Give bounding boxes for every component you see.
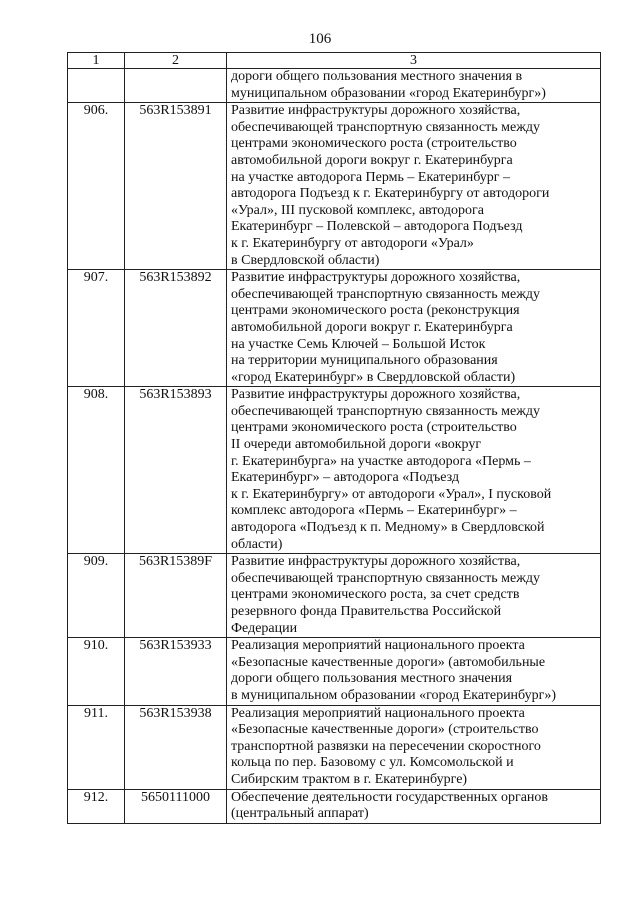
description-line: Развитие инфраструктуры дорожного хозяйства,: [231, 387, 521, 403]
description-line: автомобильной дороги вокруг г. Екатеринбурга: [231, 319, 513, 335]
description-line: обеспечивающей транспортную связанность между: [231, 570, 541, 586]
description-line: муниципальном образовании «город Екатеринбург»): [231, 85, 546, 101]
description-line: Реализация мероприятий национального проекта: [231, 705, 525, 721]
table-body: [68, 69, 601, 824]
description-line: Сибирским трактом в г. Екатеринбурге): [231, 771, 468, 787]
article-description: [227, 638, 601, 705]
article-description: [227, 103, 601, 270]
page-number: 106: [308, 31, 332, 47]
target-article-code: 563R153933: [125, 638, 227, 705]
description-line: Развитие инфраструктуры дорожного хозяйства,: [231, 270, 521, 286]
description-line: автодорога «Подъезд к п. Медному» в Свердловской: [231, 520, 545, 536]
table-row: [68, 103, 601, 270]
row-number: 908.: [68, 387, 125, 554]
target-article-code: 5650111000: [125, 789, 227, 823]
description-line: дороги общего пользования местного значения в: [231, 69, 523, 84]
table-header-row: [68, 53, 601, 69]
description-line: в муниципальном образовании «город Екатеринбург»): [231, 687, 557, 703]
target-article-code: 563R153893: [125, 387, 227, 554]
table-row: [68, 69, 601, 103]
row-number: 912.: [68, 789, 125, 823]
column-header-2: 2: [125, 53, 227, 69]
description-line: обеспечивающей транспортную связанность между: [231, 119, 541, 135]
description-line: «город Екатеринбург» в Свердловской области): [231, 369, 516, 385]
column-header-3: 3: [227, 53, 601, 69]
description-line: центрами экономического роста (строительство: [231, 420, 517, 436]
article-description: [227, 789, 601, 823]
description-line: на территории муниципального образования: [231, 353, 498, 369]
description-line: «Безопасные качественные дороги» (автомобильные: [231, 654, 546, 670]
target-article-code: 563R15389F: [125, 554, 227, 638]
target-article-code: 563R153891: [125, 103, 227, 270]
description-line: обеспечивающей транспортную связанность между: [231, 286, 541, 302]
row-number: [68, 69, 125, 103]
description-line: в Свердловской области): [231, 252, 380, 268]
description-line: на участке Семь Ключей – Большой Исток: [231, 336, 486, 352]
article-description: [227, 705, 601, 789]
description-line: центрами экономического роста, за счет средств: [231, 587, 520, 603]
table-row: [68, 789, 601, 823]
row-number: 910.: [68, 638, 125, 705]
row-number: 911.: [68, 705, 125, 789]
row-number: 906.: [68, 103, 125, 270]
description-line: Развитие инфраструктуры дорожного хозяйства,: [231, 103, 521, 119]
article-description: [227, 69, 601, 103]
row-number: 909.: [68, 554, 125, 638]
description-line: на участке автодорога Пермь – Екатеринбург –: [231, 169, 511, 185]
description-line: области): [231, 536, 283, 552]
budget-table: [67, 52, 601, 824]
description-line: дороги общего пользования местного значения: [231, 671, 513, 687]
description-line: транспортной развязки на пересечении скоростного: [231, 738, 541, 754]
description-line: Реализация мероприятий национального проекта: [231, 638, 525, 654]
description-line: «Урал», III пусковой комплекс, автодорога: [231, 202, 484, 218]
description-line: Федерации: [231, 620, 298, 636]
description-line: Развитие инфраструктуры дорожного хозяйства,: [231, 554, 521, 570]
target-article-code: [125, 69, 227, 103]
target-article-code: 563R153938: [125, 705, 227, 789]
article-description: [227, 387, 601, 554]
description-line: автомобильной дороги вокруг г. Екатеринбурга: [231, 152, 513, 168]
article-description: [227, 270, 601, 387]
column-header-1: 1: [68, 53, 125, 69]
table-row: [68, 554, 601, 638]
description-line: кольца по пер. Базовому с ул. Комсомольской и: [231, 755, 514, 771]
target-article-code: 563R153892: [125, 270, 227, 387]
description-line: автодорога Подъезд к г. Екатеринбургу от автодороги: [231, 186, 550, 202]
description-line: г. Екатеринбурга» на участке автодорога «Пермь –: [231, 453, 531, 469]
table-row: [68, 387, 601, 554]
description-line: «Безопасные качественные дороги» (строительство: [231, 722, 539, 738]
description-line: комплекс автодорога «Пермь – Екатеринбург» –: [231, 503, 517, 519]
description-line: к г. Екатеринбургу от автодороги «Урал»: [231, 235, 474, 251]
description-line: Екатеринбург» – автодорога «Подъезд: [231, 470, 460, 486]
description-line: центрами экономического роста (строительство: [231, 136, 517, 152]
description-line: центрами экономического роста (реконструкция: [231, 303, 520, 319]
description-line: (центральный аппарат): [231, 806, 369, 822]
description-line: Екатеринбург – Полевской – автодорога Подъезд: [231, 219, 523, 235]
description-line: к г. Екатеринбургу» от автодороги «Урал», I пусковой: [231, 486, 552, 502]
table-row: [68, 638, 601, 705]
description-line: Обеспечение деятельности государственных органов: [231, 789, 549, 805]
table-row: [68, 270, 601, 387]
row-number: 907.: [68, 270, 125, 387]
description-line: обеспечивающей транспортную связанность между: [231, 403, 541, 419]
description-line: II очереди автомобильной дороги «вокруг: [231, 437, 482, 453]
article-description: [227, 554, 601, 638]
table-row: [68, 705, 601, 789]
description-line: резервного фонда Правительства Российской: [231, 604, 502, 619]
